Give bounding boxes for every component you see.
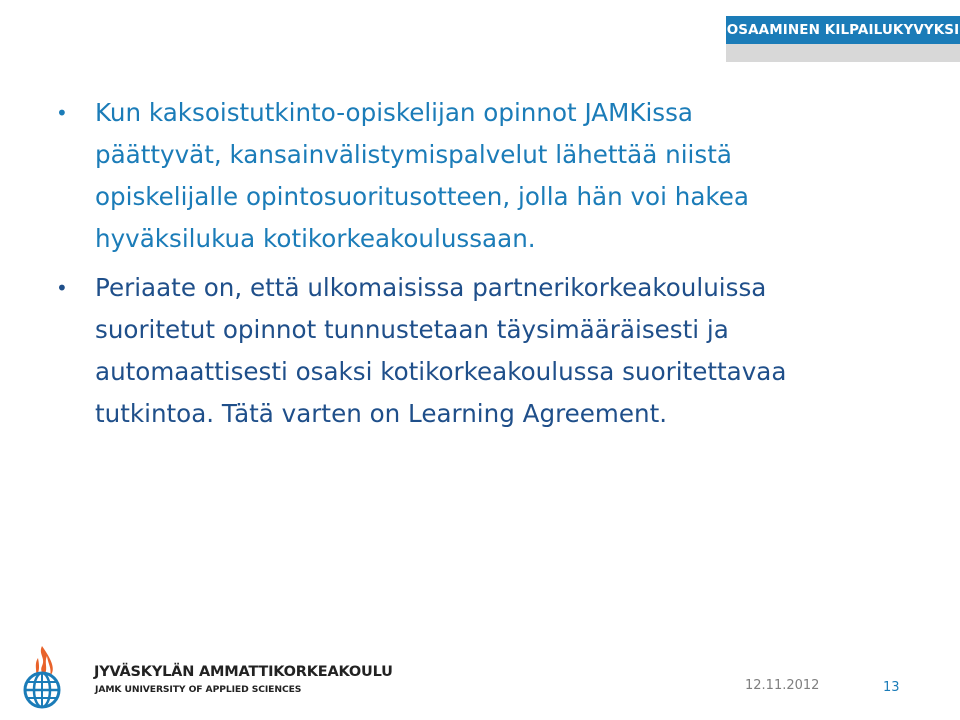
organization-name: JYVÄSKYLÄN AMMATTIKORKEAKOULU xyxy=(94,664,393,680)
bullet-1-line-2: päättyvät, kansainvälistymispalvelut lähettää niistä xyxy=(95,140,732,169)
slide-page-number: 13 xyxy=(883,680,900,695)
bullet-1-line-4: hyväksilukua kotikorkeakoulussaan. xyxy=(95,224,536,253)
bullet-item-2 xyxy=(56,267,906,435)
bullet-1-line-3: opiskelijalle opintosuoritusotteen, jolla hän voi hakea xyxy=(95,182,749,211)
jamk-flame-logo-icon xyxy=(12,644,72,710)
bullet-dot-icon: • xyxy=(56,101,68,125)
bullet-item-1 xyxy=(56,92,906,260)
slogan-banner: OSAAMINEN KILPAILUKYVYKSI xyxy=(726,16,960,44)
bullet-1-line-1: Kun kaksoistutkinto-opiskelijan opinnot JAMKissa xyxy=(95,98,694,127)
bullet-list xyxy=(56,92,906,435)
organization-name-english: JAMK UNIVERSITY OF APPLIED SCIENCES xyxy=(95,684,302,695)
bullet-2-line-1: Periaate on, että ulkomaisissa partnerikorkeakouluissa xyxy=(95,273,767,302)
bullet-2-line-3: automaattisesti osaksi kotikorkeakoulussa suoritettavaa xyxy=(95,357,787,386)
bullet-dot-icon: • xyxy=(56,276,68,300)
bullet-2-line-4: tutkintoa. Tätä varten on Learning Agreement. xyxy=(95,399,668,428)
slide-date: 12.11.2012 xyxy=(745,678,820,693)
bullet-2-line-2: suoritetut opinnot tunnustetaan täysimääräisesti ja xyxy=(95,315,729,344)
